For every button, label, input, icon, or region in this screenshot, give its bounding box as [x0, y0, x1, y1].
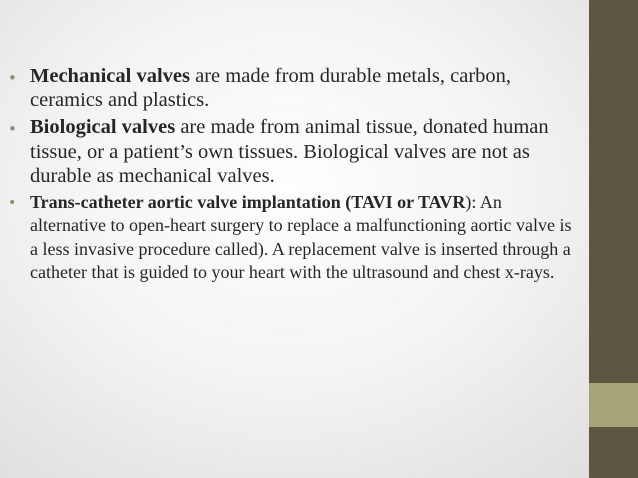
bullet-text: are made from durable metals, carbon, ceramics and plastics.	[30, 65, 512, 112]
bullet-text: ): An alternative to open-heart surgery to replace a malfunctioning aortic valve is a less invasive procedure called). A replacement valve is inserted through a catheter that is guided to your heart with the ultrasound and chest x-rays.	[30, 192, 572, 282]
bullet-heading: Mechanical valves	[30, 65, 190, 87]
bullet-text: are made from animal tissue, donated human tissue, or a patient’s own tissues. Biological valves are not as durable as mechanical valves.	[30, 116, 549, 187]
bullet-tavi	[8, 191, 573, 284]
bullet-heading: Biological valves	[30, 116, 176, 139]
bullet-icon: •	[8, 195, 17, 212]
bullet-biological-valves	[8, 115, 573, 188]
slide-content	[8, 64, 573, 284]
bullet-mechanical-valves	[8, 64, 573, 112]
bullet-icon: •	[8, 120, 17, 139]
sidebar-accent-block	[589, 383, 638, 427]
bullet-heading: Trans-catheter aortic valve implantation (TAVI or TAVR	[30, 192, 466, 213]
bullet-icon: •	[8, 69, 17, 87]
